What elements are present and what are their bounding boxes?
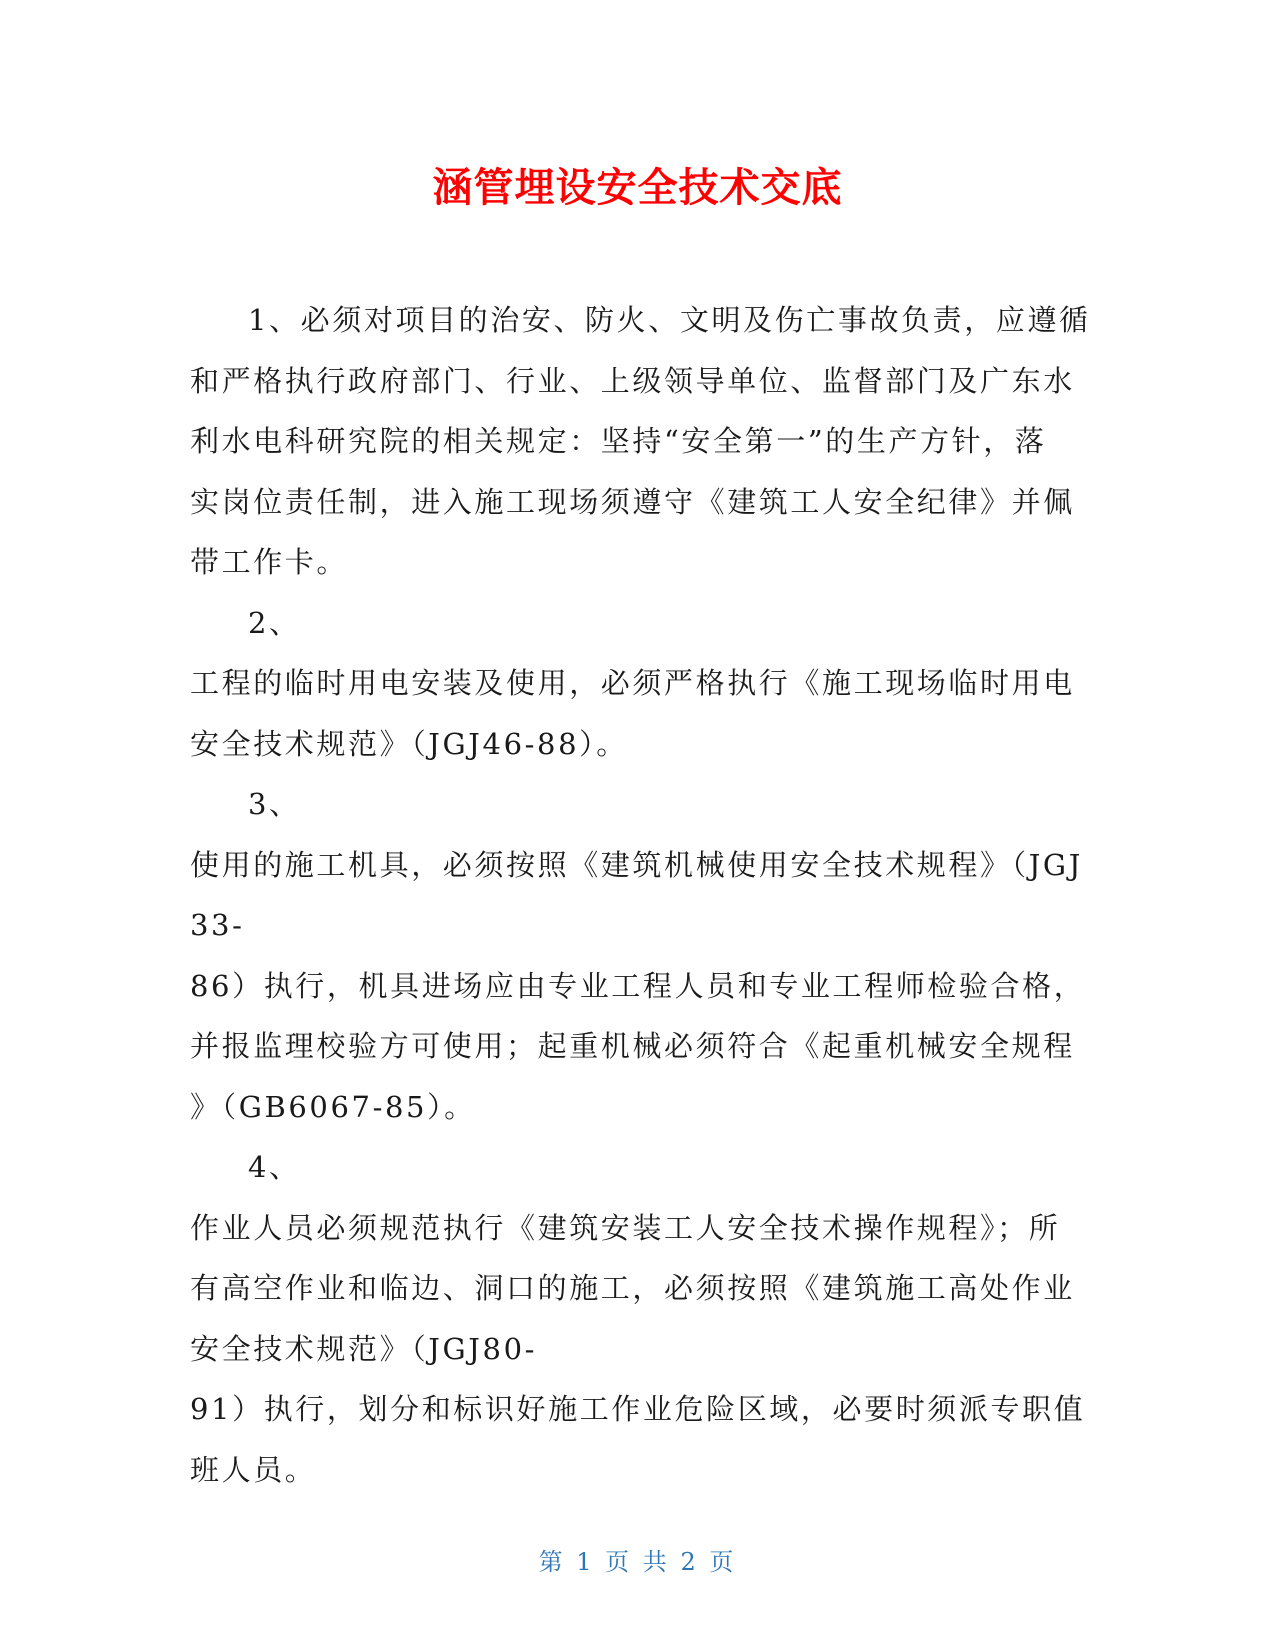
- paragraph-3-line: 》（GB6067-85）。: [190, 1089, 476, 1124]
- paragraph-4-line: 有高空作业和临边、洞口的施工，必须按照《建筑施工高处作业: [190, 1271, 1075, 1305]
- paragraph-1-line: 利水电科研究院的相关规定：坚持“安全第一”的生产方针，落: [190, 424, 1047, 458]
- paragraph-3-line: 33-: [190, 908, 245, 942]
- document-title: 涵管埋设安全技术交底: [432, 165, 843, 211]
- paragraph-2-number: 2、: [248, 605, 301, 640]
- paragraph-3-number: 3、: [248, 787, 301, 821]
- paragraph-4-line: 91）执行，划分和标识好施工作业危险区域，必要时须派专职值: [190, 1392, 1086, 1426]
- document-body: [190, 290, 1090, 1500]
- paragraph-1-line: 和严格执行政府部门、行业、上级领导单位、监督部门及广东水: [190, 363, 1075, 398]
- paragraph-3-line: 使用的施工机具，必须按照《建筑机械使用安全技术规程》（JGJ: [190, 847, 1083, 882]
- paragraph-1-line: 带工作卡。: [190, 545, 349, 579]
- paragraph-4-line: 安全技术规范》（JGJ80-: [190, 1331, 538, 1366]
- paragraph-2-line: 安全技术规范》（JGJ46-88）。: [190, 726, 628, 761]
- paragraph-4-line: 作业人员必须规范执行《建筑安装工人安全技术操作规程》；所: [190, 1210, 1061, 1245]
- paragraph-1-line: 实岗位责任制，进入施工现场须遵守《建筑工人安全纪律》并佩: [190, 484, 1075, 519]
- paragraph-4-number: 4、: [248, 1150, 301, 1184]
- paragraph-2-line: 工程的临时用电安装及使用，必须严格执行《施工现场临时用电: [190, 666, 1075, 700]
- paragraph-4-line: 班人员。: [190, 1452, 317, 1487]
- paragraph-3-line: 86）执行，机具进场应由专业工程人员和专业工程师检验合格，: [190, 968, 1086, 1003]
- page-number-footer: 第 1 页 共 2 页: [538, 1548, 737, 1576]
- paragraph-3-line: 并报监理校验方可使用；起重机械必须符合《起重机械安全规程: [190, 1029, 1075, 1063]
- paragraph-1-line: 1、必须对项目的治安、防火、文明及伤亡事故负责，应遵循: [248, 303, 1091, 337]
